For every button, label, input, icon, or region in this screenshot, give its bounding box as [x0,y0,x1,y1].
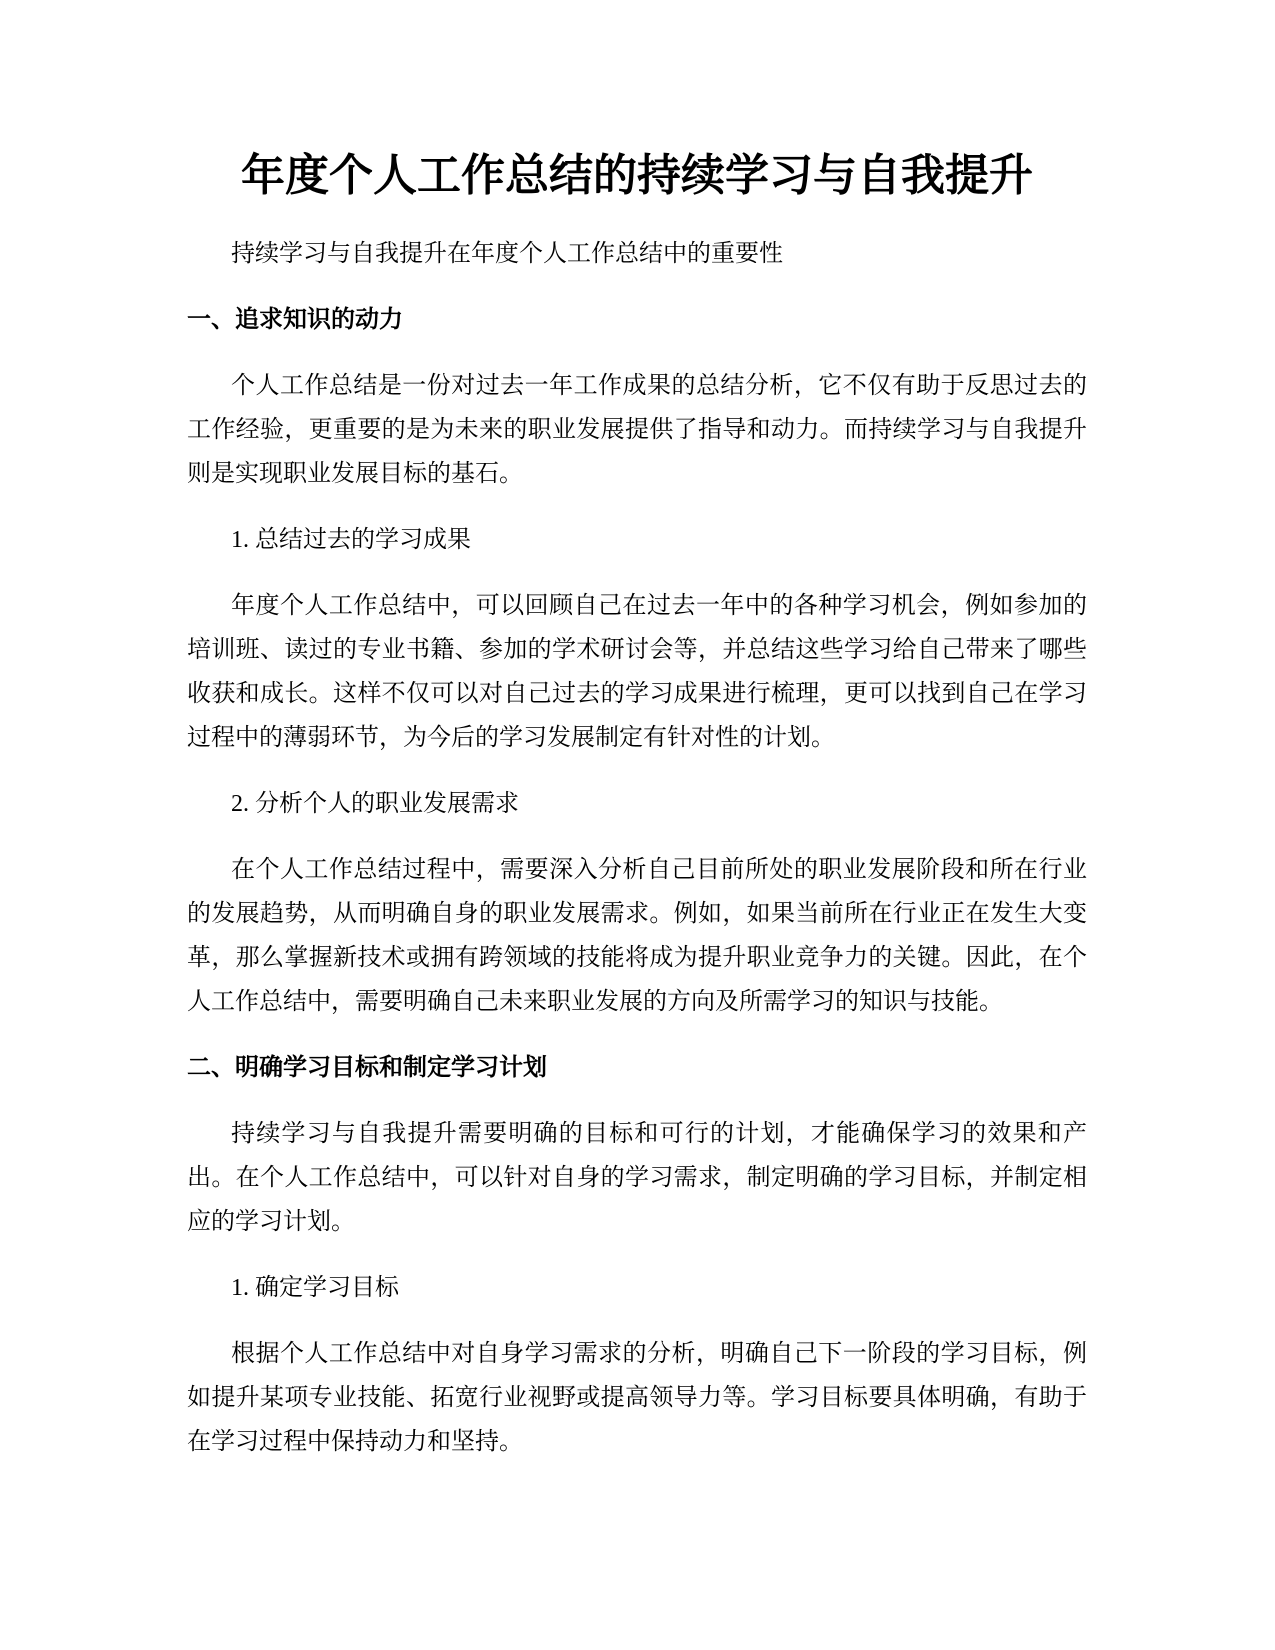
section-1-item-1-heading: 1. 总结过去的学习成果 [231,527,471,553]
section-2-item-1-text: 根据个人工作总结中对自身学习需求的分析，明确自己下一阶段的学习目标，例如提升某项专业技能、拓宽行业视野或提高领导力等。学习目标要具体明确，有助于在学习过程中保持动力和坚持。 [187,1341,1087,1455]
document-body [187,148,1087,1464]
section-heading-2: 二、明确学习目标和制定学习计划 [187,1054,547,1081]
intro-line: 持续学习与自我提升在年度个人工作总结中的重要性 [231,241,783,267]
section-1-item-2-heading: 2. 分析个人的职业发展需求 [231,791,519,817]
section-1-item-1-text: 年度个人工作总结中，可以回顾自己在过去一年中的各种学习机会，例如参加的培训班、读过的专业书籍、参加的学术研讨会等，并总结这些学习给自己带来了哪些收获和成长。这样不仅可以对自己过去的学习成果进行梳理，更可以找到自己在学习过程中的薄弱环节，为今后的学习发展制定有针对性的计划。 [187,593,1087,751]
section-2-item-1-heading: 1. 确定学习目标 [231,1275,399,1301]
section-2-paragraph: 持续学习与自我提升需要明确的目标和可行的计划，才能确保学习的效果和产出。在个人工作总结中，可以针对自身的学习需求，制定明确的学习目标，并制定相应的学习计划。 [187,1121,1087,1235]
document-title: 年度个人工作总结的持续学习与自我提升 [241,151,1033,200]
section-1-paragraph: 个人工作总结是一份对过去一年工作成果的总结分析，它不仅有助于反思过去的工作经验，更重要的是为未来的职业发展提供了指导和动力。而持续学习与自我提升则是实现职业发展目标的基石。 [187,373,1087,487]
section-heading-1: 一、追求知识的动力 [187,306,403,333]
section-1-item-2-text: 在个人工作总结过程中，需要深入分析自己目前所处的职业发展阶段和所在行业的发展趋势，从而明确自身的职业发展需求。例如，如果当前所在行业正在发生大变革，那么掌握新技术或拥有跨领域的技能将成为提升职业竞争力的关键。因此，在个人工作总结中，需要明确自己未来职业发展的方向及所需学习的知识与技能。 [187,857,1087,1015]
